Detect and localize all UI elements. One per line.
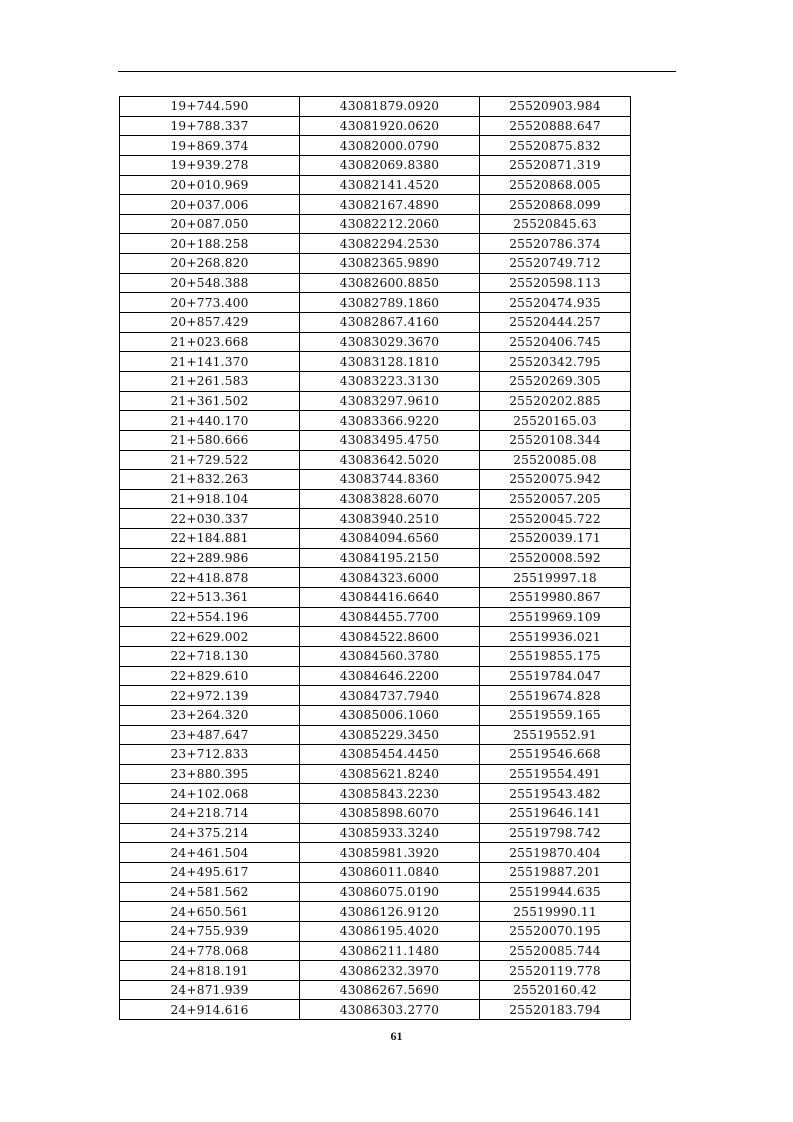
station-cell: 22+418.878 [120,568,300,588]
station-cell: 23+880.395 [120,764,300,784]
station-cell: 23+712.833 [120,745,300,765]
table-row [120,627,631,647]
table-row [120,489,631,509]
station-cell: 21+918.104 [120,489,300,509]
x-coordinate-cell: 43083495.4750 [300,430,480,450]
x-coordinate-cell: 43081920.0620 [300,116,480,136]
table-row [120,371,631,391]
y-coordinate-cell: 25519936.021 [480,627,631,647]
station-cell: 21+023.668 [120,332,300,352]
table-row [120,961,631,981]
table-row [120,705,631,725]
station-cell: 22+184.881 [120,529,300,549]
station-cell: 24+755.939 [120,921,300,941]
station-cell: 24+461.504 [120,843,300,863]
x-coordinate-cell: 43082867.4160 [300,313,480,333]
station-cell: 24+218.714 [120,804,300,824]
x-coordinate-cell: 43085981.3920 [300,843,480,863]
y-coordinate-cell: 25520183.794 [480,1000,631,1020]
station-cell: 20+037.006 [120,195,300,215]
x-coordinate-cell: 43083940.2510 [300,509,480,529]
table-row [120,902,631,922]
y-coordinate-cell: 25519997.18 [480,568,631,588]
x-coordinate-cell: 43084646.2200 [300,666,480,686]
table-row [120,725,631,745]
y-coordinate-cell: 25519784.047 [480,666,631,686]
station-cell: 22+513.361 [120,588,300,608]
station-cell: 24+818.191 [120,961,300,981]
station-cell: 20+087.050 [120,214,300,234]
y-coordinate-cell: 25519674.828 [480,686,631,706]
x-coordinate-cell: 43084094.6560 [300,529,480,549]
y-coordinate-cell: 25520075.942 [480,470,631,490]
x-coordinate-cell: 43086267.5690 [300,980,480,1000]
y-coordinate-cell: 25520598.113 [480,273,631,293]
y-coordinate-cell: 25520160.42 [480,980,631,1000]
y-coordinate-cell: 25520786.374 [480,234,631,254]
y-coordinate-cell: 25520039.171 [480,529,631,549]
table-row [120,175,631,195]
table-row [120,1000,631,1020]
table-row [120,97,631,117]
y-coordinate-cell: 25520474.935 [480,293,631,313]
table-row [120,450,631,470]
x-coordinate-cell: 43084737.7940 [300,686,480,706]
y-coordinate-cell: 25519887.201 [480,862,631,882]
x-coordinate-cell: 43086126.9120 [300,902,480,922]
station-cell: 19+939.278 [120,155,300,175]
y-coordinate-cell: 25520868.005 [480,175,631,195]
table-row [120,588,631,608]
x-coordinate-cell: 43084416.6640 [300,588,480,608]
x-coordinate-cell: 43082365.9890 [300,254,480,274]
station-cell: 19+744.590 [120,97,300,117]
station-cell: 24+581.562 [120,882,300,902]
x-coordinate-cell: 43082141.4520 [300,175,480,195]
station-cell: 20+857.429 [120,313,300,333]
station-cell: 24+871.939 [120,980,300,1000]
station-cell: 20+010.969 [120,175,300,195]
x-coordinate-cell: 43083128.1810 [300,352,480,372]
coordinate-table [119,96,631,1020]
y-coordinate-cell: 25520119.778 [480,961,631,981]
y-coordinate-cell: 25520269.305 [480,371,631,391]
y-coordinate-cell: 25519554.491 [480,764,631,784]
table-row [120,784,631,804]
y-coordinate-cell: 25519944.635 [480,882,631,902]
y-coordinate-cell: 25520085.08 [480,450,631,470]
table-row [120,666,631,686]
x-coordinate-cell: 43085454.4450 [300,745,480,765]
table-row [120,116,631,136]
table-row [120,155,631,175]
y-coordinate-cell: 25520868.099 [480,195,631,215]
x-coordinate-cell: 43082000.0790 [300,136,480,156]
x-coordinate-cell: 43086303.2770 [300,1000,480,1020]
table-row [120,509,631,529]
x-coordinate-cell: 43082212.2060 [300,214,480,234]
x-coordinate-cell: 43086011.0840 [300,862,480,882]
y-coordinate-cell: 25519552.91 [480,725,631,745]
y-coordinate-cell: 25519855.175 [480,646,631,666]
y-coordinate-cell: 25519798.742 [480,823,631,843]
table-row [120,548,631,568]
y-coordinate-cell: 25519990.11 [480,902,631,922]
station-cell: 22+030.337 [120,509,300,529]
page-number: 61 [390,1029,403,1043]
station-cell: 21+361.502 [120,391,300,411]
x-coordinate-cell: 43084455.7700 [300,607,480,627]
x-coordinate-cell: 43083828.6070 [300,489,480,509]
y-coordinate-cell: 25520903.984 [480,97,631,117]
station-cell: 22+972.139 [120,686,300,706]
x-coordinate-cell: 43082167.4890 [300,195,480,215]
table-row [120,391,631,411]
table-row [120,862,631,882]
y-coordinate-cell: 25520749.712 [480,254,631,274]
table-row [120,607,631,627]
x-coordinate-cell: 43083029.3670 [300,332,480,352]
station-cell: 24+102.068 [120,784,300,804]
table-row [120,568,631,588]
header-rule [118,71,676,72]
y-coordinate-cell: 25519543.482 [480,784,631,804]
x-coordinate-cell: 43083297.9610 [300,391,480,411]
y-coordinate-cell: 25520070.195 [480,921,631,941]
y-coordinate-cell: 25519559.165 [480,705,631,725]
table-row [120,254,631,274]
y-coordinate-cell: 25520202.885 [480,391,631,411]
y-coordinate-cell: 25519969.109 [480,607,631,627]
station-cell: 21+141.370 [120,352,300,372]
y-coordinate-cell: 25520057.205 [480,489,631,509]
x-coordinate-cell: 43085933.3240 [300,823,480,843]
station-cell: 24+495.617 [120,862,300,882]
station-cell: 24+375.214 [120,823,300,843]
y-coordinate-cell: 25519980.867 [480,588,631,608]
table-row [120,980,631,1000]
x-coordinate-cell: 43083642.5020 [300,450,480,470]
table-row [120,352,631,372]
x-coordinate-cell: 43085621.8240 [300,764,480,784]
x-coordinate-cell: 43084195.2150 [300,548,480,568]
station-cell: 24+914.616 [120,1000,300,1020]
table-row [120,411,631,431]
x-coordinate-cell: 43084560.3780 [300,646,480,666]
y-coordinate-cell: 25520406.745 [480,332,631,352]
station-cell: 21+580.666 [120,430,300,450]
station-cell: 23+264.320 [120,705,300,725]
table-row [120,843,631,863]
station-cell: 21+832.263 [120,470,300,490]
station-cell: 19+869.374 [120,136,300,156]
station-cell: 22+554.196 [120,607,300,627]
y-coordinate-cell: 25520444.257 [480,313,631,333]
x-coordinate-cell: 43082600.8850 [300,273,480,293]
station-cell: 24+650.561 [120,902,300,922]
x-coordinate-cell: 43083223.3130 [300,371,480,391]
station-cell: 24+778.068 [120,941,300,961]
table-row [120,882,631,902]
station-cell: 21+261.583 [120,371,300,391]
table-row [120,470,631,490]
y-coordinate-cell: 25520875.832 [480,136,631,156]
x-coordinate-cell: 43086075.0190 [300,882,480,902]
x-coordinate-cell: 43085229.3450 [300,725,480,745]
station-cell: 22+629.002 [120,627,300,647]
station-cell: 22+718.130 [120,646,300,666]
x-coordinate-cell: 43082294.2530 [300,234,480,254]
y-coordinate-cell: 25520888.647 [480,116,631,136]
y-coordinate-cell: 25520845.63 [480,214,631,234]
table-row [120,646,631,666]
table-row [120,804,631,824]
station-cell: 21+729.522 [120,450,300,470]
y-coordinate-cell: 25519870.404 [480,843,631,863]
coordinate-table-body [120,97,631,1020]
station-cell: 22+829.610 [120,666,300,686]
station-cell: 20+188.258 [120,234,300,254]
x-coordinate-cell: 43085006.1060 [300,705,480,725]
y-coordinate-cell: 25520045.722 [480,509,631,529]
y-coordinate-cell: 25520165.03 [480,411,631,431]
station-cell: 22+289.986 [120,548,300,568]
table-row [120,332,631,352]
station-cell: 21+440.170 [120,411,300,431]
x-coordinate-cell: 43085843.2230 [300,784,480,804]
x-coordinate-cell: 43081879.0920 [300,97,480,117]
x-coordinate-cell: 43084323.6000 [300,568,480,588]
table-row [120,136,631,156]
table-row [120,430,631,450]
station-cell: 23+487.647 [120,725,300,745]
station-cell: 19+788.337 [120,116,300,136]
table-row [120,273,631,293]
x-coordinate-cell: 43086211.1480 [300,941,480,961]
table-row [120,921,631,941]
y-coordinate-cell: 25520871.319 [480,155,631,175]
station-cell: 20+548.388 [120,273,300,293]
x-coordinate-cell: 43083744.8360 [300,470,480,490]
table-row [120,941,631,961]
station-cell: 20+773.400 [120,293,300,313]
table-row [120,234,631,254]
table-row [120,195,631,215]
y-coordinate-cell: 25519646.141 [480,804,631,824]
station-cell: 20+268.820 [120,254,300,274]
y-coordinate-cell: 25519546.668 [480,745,631,765]
x-coordinate-cell: 43084522.8600 [300,627,480,647]
table-row [120,214,631,234]
y-coordinate-cell: 25520342.795 [480,352,631,372]
table-row [120,293,631,313]
x-coordinate-cell: 43083366.9220 [300,411,480,431]
table-row [120,745,631,765]
table-row [120,313,631,333]
x-coordinate-cell: 43082069.8380 [300,155,480,175]
y-coordinate-cell: 25520108.344 [480,430,631,450]
y-coordinate-cell: 25520085.744 [480,941,631,961]
x-coordinate-cell: 43086195.4020 [300,921,480,941]
table-row [120,529,631,549]
x-coordinate-cell: 43085898.6070 [300,804,480,824]
table-row [120,823,631,843]
x-coordinate-cell: 43082789.1860 [300,293,480,313]
table-row [120,686,631,706]
x-coordinate-cell: 43086232.3970 [300,961,480,981]
table-row [120,764,631,784]
y-coordinate-cell: 25520008.592 [480,548,631,568]
